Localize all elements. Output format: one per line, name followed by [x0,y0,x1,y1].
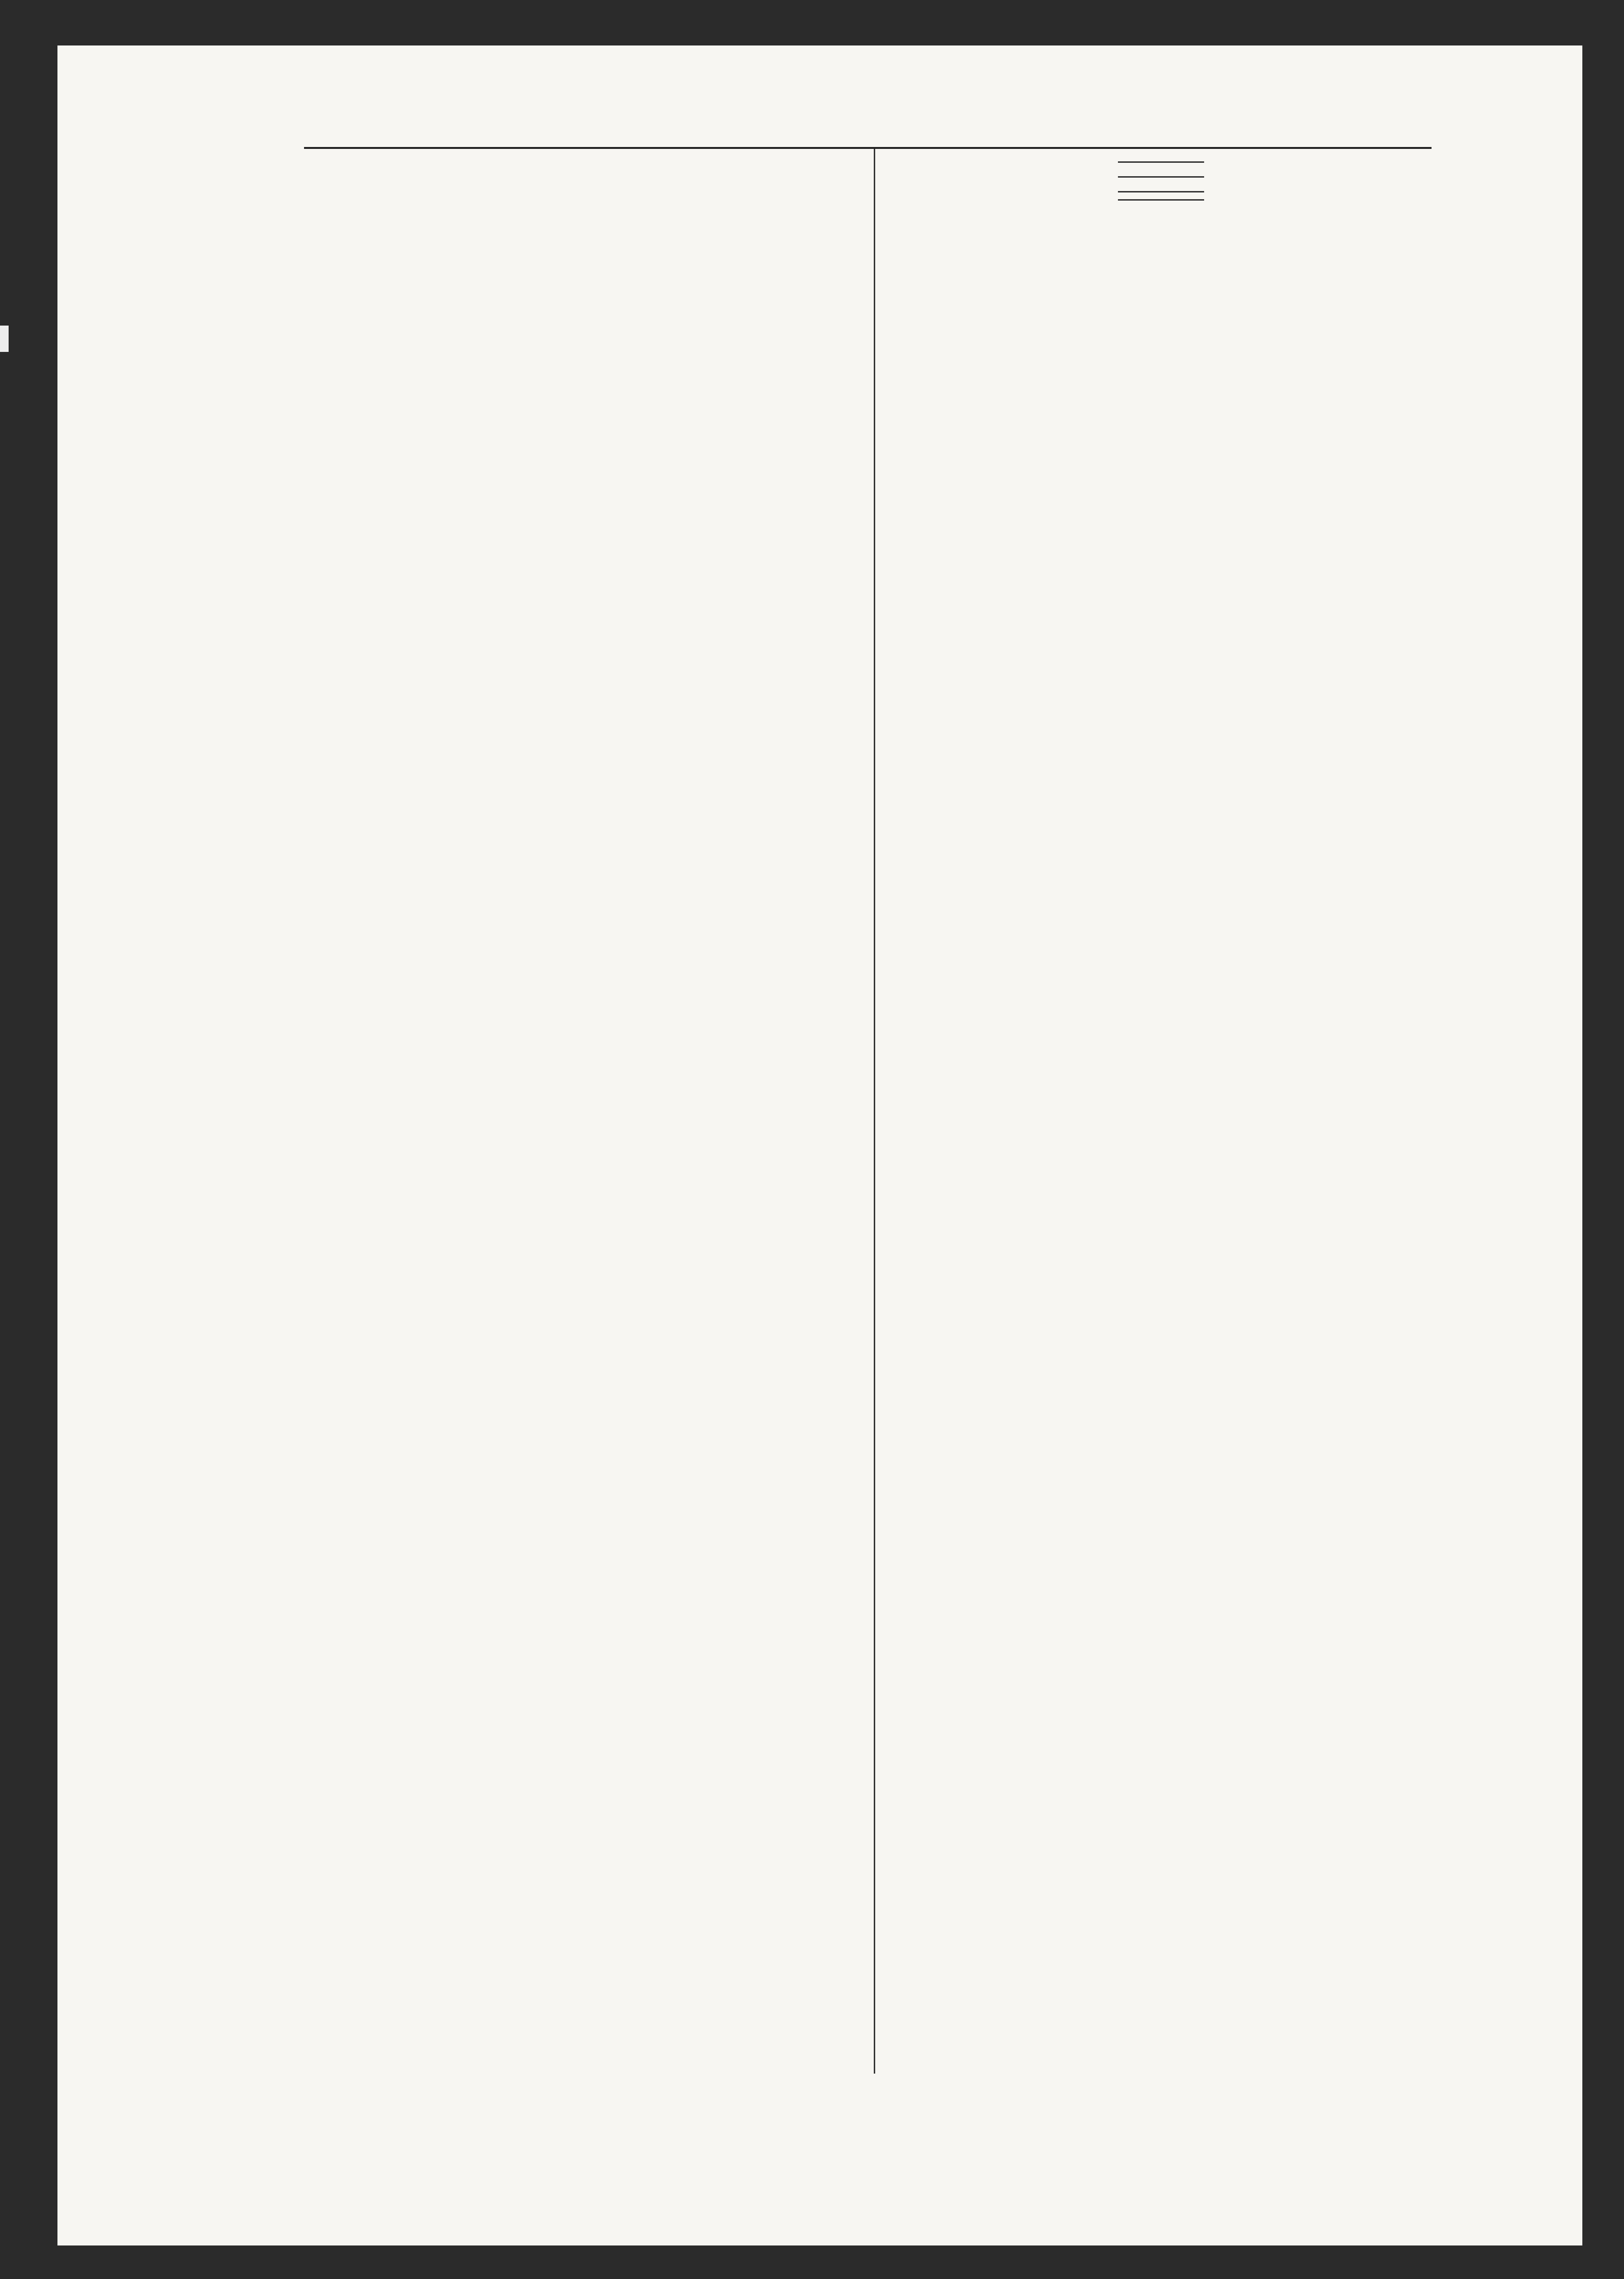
gazette-page [57,45,1582,2245]
right-column [883,151,1439,207]
header-rule [304,147,1432,149]
separator-rule [1118,176,1204,178]
column-divider [874,149,875,2074]
separator-rule [1118,161,1204,163]
scan-edge-mark [0,326,9,352]
separator-rule [1118,199,1204,201]
separator-rule [1118,191,1204,192]
